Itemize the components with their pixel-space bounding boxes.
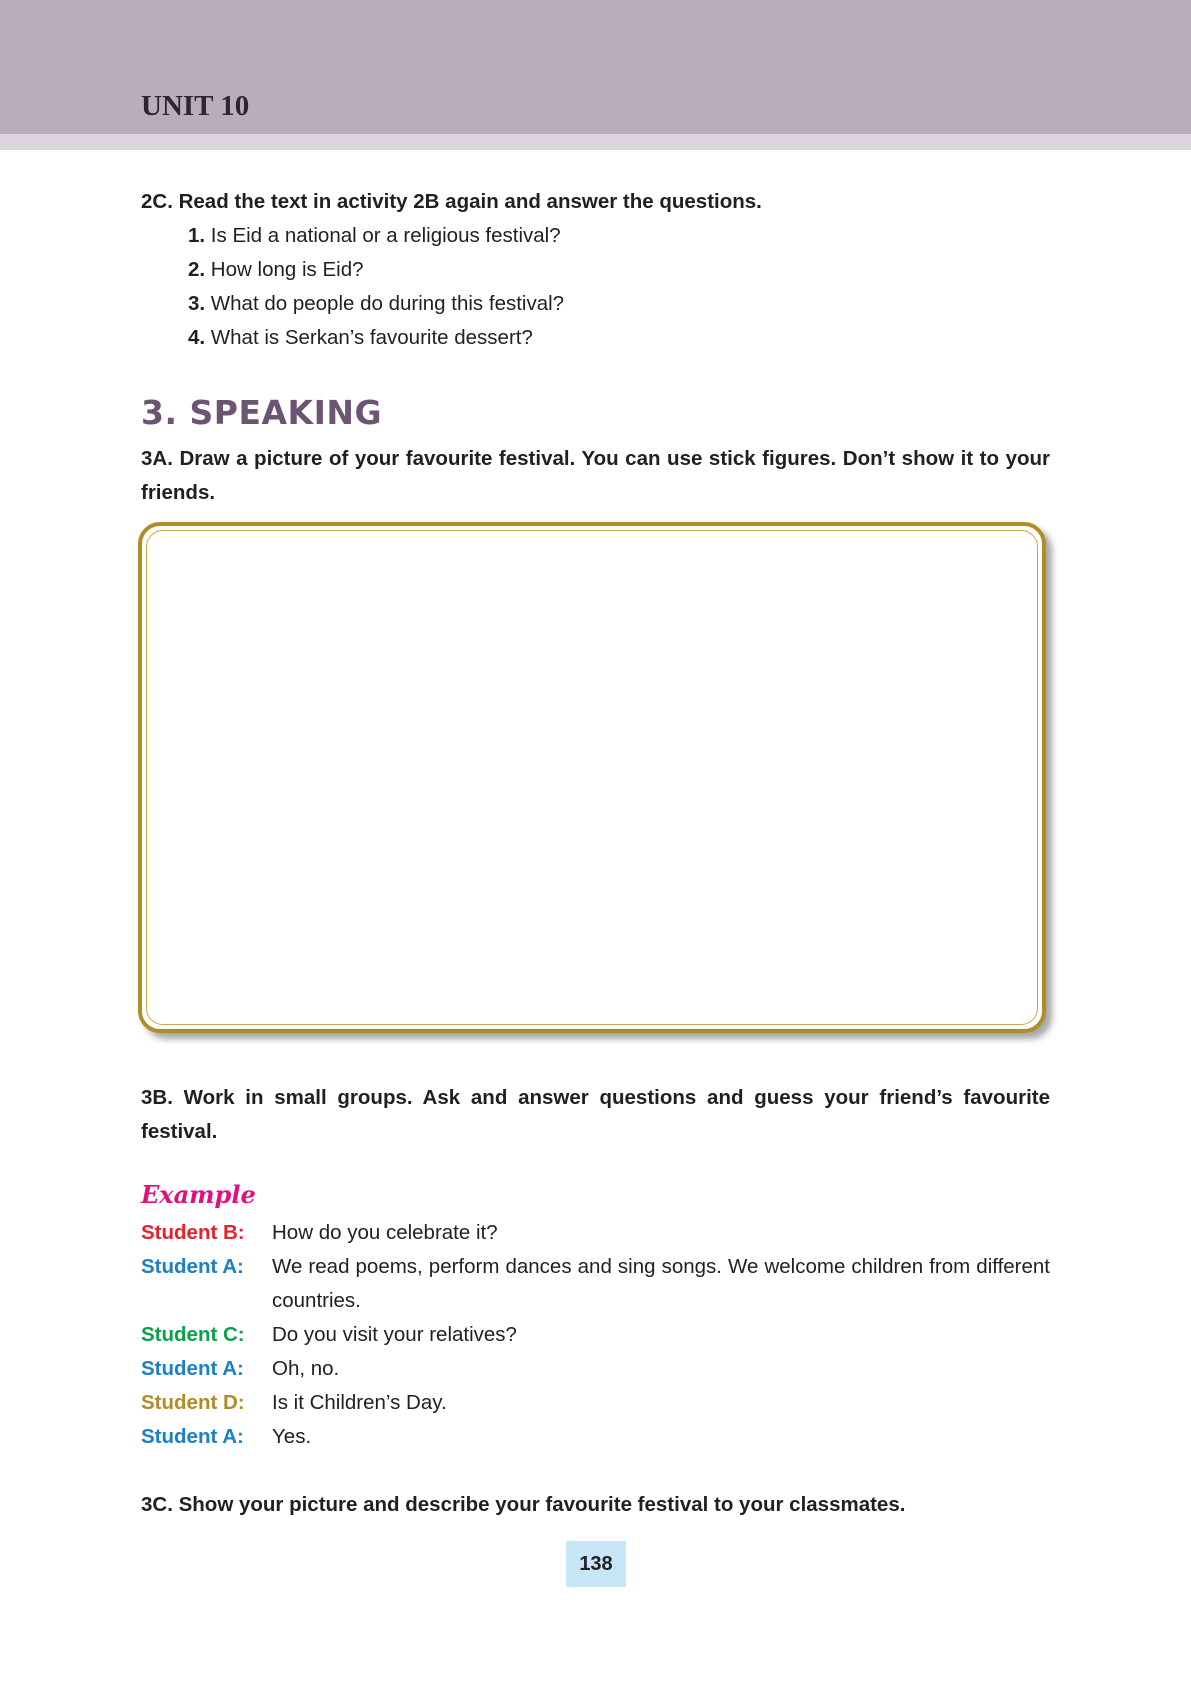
page-number-badge [566, 1541, 626, 1587]
speaker-label: Student A: [141, 1255, 244, 1278]
question-number: 1. [188, 224, 206, 247]
unit-title: UNIT 10 [141, 90, 250, 122]
question-2 [188, 253, 364, 287]
dialog-text: Do you visit your relatives? [272, 1323, 517, 1346]
activity-3c-heading: 3C. Show your picture and describe your favourite festival to your classmates. [141, 1493, 906, 1516]
dialog-text: We read poems, perform dances and sing songs. We welcome children from different countries. [272, 1255, 1050, 1312]
dialog-text: Is it Children’s Day. [272, 1391, 447, 1414]
question-number: 4. [188, 326, 206, 349]
question-4 [188, 321, 533, 355]
speaker-label: Student A: [141, 1425, 244, 1448]
question-number: 2. [188, 258, 206, 281]
question-text: Is Eid a national or a religious festival? [205, 224, 561, 247]
question-text: What do people do during this festival? [205, 292, 565, 315]
speaker-label: Student D: [141, 1391, 245, 1414]
question-number: 3. [188, 292, 206, 315]
page-number: 138 [579, 1553, 613, 1575]
question-text: How long is Eid? [205, 258, 364, 281]
section-title-speaking: 3. SPEAKING [141, 393, 383, 432]
question-1 [188, 219, 561, 253]
header-strip [0, 134, 1191, 150]
dialog-text: Yes. [272, 1425, 312, 1448]
dialog-text: How do you celebrate it? [272, 1221, 498, 1244]
drawing-area[interactable] [138, 522, 1046, 1033]
example-label: Example [141, 1180, 256, 1209]
activity-3b-heading: 3B. Work in small groups. Ask and answer questions and guess your friend’s favourite festival. [141, 1086, 1050, 1143]
speaker-label: Student C: [141, 1323, 245, 1346]
question-text: What is Serkan’s favourite dessert? [205, 326, 533, 349]
drawing-area-inner-border [146, 530, 1038, 1025]
dialog-text: Oh, no. [272, 1357, 340, 1380]
speaker-label: Student A: [141, 1357, 244, 1380]
speaker-label: Student B: [141, 1221, 245, 1244]
activity-2c-heading: 2C. Read the text in activity 2B again and answer the questions. [141, 190, 762, 213]
activity-3a-heading: 3A. Draw a picture of your favourite festival. You can use stick figures. Don’t show it to your friends. [141, 447, 1050, 504]
question-3 [188, 287, 564, 321]
